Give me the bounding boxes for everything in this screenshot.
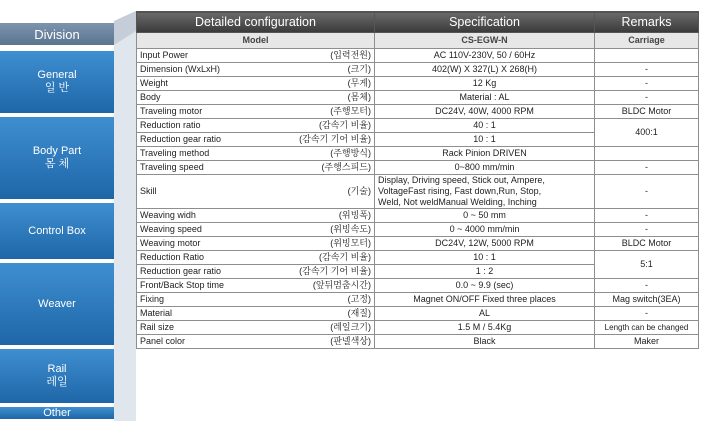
- model-remarks: Carriage: [595, 33, 699, 49]
- row-remarks: [595, 49, 699, 63]
- row-item: Front/Back Stop time (앞뒤멈춤시간): [137, 279, 375, 293]
- row-remarks: -: [595, 161, 699, 175]
- model-label: Model: [137, 33, 375, 49]
- row-remarks: -: [595, 279, 699, 293]
- row-spec: Black: [375, 335, 595, 349]
- row-item: Weaving speed (위빙속도): [137, 223, 375, 237]
- row-remarks: -: [595, 209, 699, 223]
- row-remarks: BLDC Motor: [595, 237, 699, 251]
- skill-line: VoltageFast rising, Fast down,Run, Stop,: [378, 186, 542, 196]
- row-spec-skill: [375, 175, 595, 209]
- row-remarks: Maker: [595, 335, 699, 349]
- row-item: Reduction gear ratio (감속기 기어 비율): [137, 133, 375, 147]
- row-remarks: Length can be changed: [595, 321, 699, 335]
- row-item: Weaving widh (위빙폭): [137, 209, 375, 223]
- row-remarks: -: [595, 63, 699, 77]
- row-spec: DC24V, 12W, 5000 RPM: [375, 237, 595, 251]
- row-remarks: -: [595, 91, 699, 105]
- row-remarks: -: [595, 307, 699, 321]
- row-spec: 0 ~ 50 mm: [375, 209, 595, 223]
- row-remarks: 400:1: [595, 119, 699, 147]
- row-spec: 10 : 1: [375, 133, 595, 147]
- row-item: Reduction gear ratio (감속기 기어 비율): [137, 265, 375, 279]
- table-row: [137, 223, 699, 237]
- row-spec: 1 : 2: [375, 265, 595, 279]
- header-config: Detailed configuration: [137, 12, 375, 33]
- category-weaver: Weaver: [0, 261, 114, 345]
- table-row: [137, 91, 699, 105]
- category-control-box: Control Box: [0, 201, 114, 259]
- connector-strip: [114, 11, 136, 421]
- row-item: Traveling method (주행방식): [137, 147, 375, 161]
- row-item: Reduction ratio (감속기 비율): [137, 119, 375, 133]
- row-spec: DC24V, 40W, 4000 RPM: [375, 105, 595, 119]
- table-header-row: [137, 12, 699, 33]
- category-other: Other: [0, 405, 114, 419]
- row-spec: AC 110V-230V, 50 / 60Hz: [375, 49, 595, 63]
- row-spec: 0~800 mm/min: [375, 161, 595, 175]
- row-remarks: [595, 147, 699, 161]
- division-header: Division: [0, 21, 114, 45]
- row-spec: Magnet ON/OFF Fixed three places: [375, 293, 595, 307]
- table-row: [137, 307, 699, 321]
- table-row: [137, 119, 699, 133]
- row-item: Material (재질): [137, 307, 375, 321]
- table-row: [137, 209, 699, 223]
- table-row: [137, 335, 699, 349]
- table-row: [137, 63, 699, 77]
- row-item: Panel color (판넬색상): [137, 335, 375, 349]
- header-remarks: Remarks: [595, 12, 699, 33]
- table-row: [137, 293, 699, 307]
- row-item: Traveling speed (주행스피드): [137, 161, 375, 175]
- table-row: [137, 105, 699, 119]
- row-spec: Rack Pinion DRIVEN: [375, 147, 595, 161]
- table-row: [137, 237, 699, 251]
- row-spec: 40 : 1: [375, 119, 595, 133]
- table-row: [137, 321, 699, 335]
- row-item: Input Power (입력전원): [137, 49, 375, 63]
- table-row: [137, 175, 699, 209]
- row-remarks: BLDC Motor: [595, 105, 699, 119]
- table-row: [137, 147, 699, 161]
- skill-line: Weld, Not weldManual Welding, Inching: [378, 197, 537, 207]
- row-item: Traveling motor (주행모터): [137, 105, 375, 119]
- row-spec: 12 Kg: [375, 77, 595, 91]
- row-spec: 0.0 ~ 9.9 (sec): [375, 279, 595, 293]
- row-remarks: Mag switch(3EA): [595, 293, 699, 307]
- row-spec: AL: [375, 307, 595, 321]
- row-remarks: -: [595, 77, 699, 91]
- skill-line: Display, Driving speed, Stick out, Ampere,: [378, 175, 545, 185]
- table-row: [137, 251, 699, 265]
- category-general: General 일 반: [0, 49, 114, 113]
- header-spec: Specification: [375, 12, 595, 33]
- table-row: [137, 279, 699, 293]
- row-item: Fixing (고정): [137, 293, 375, 307]
- row-spec: 0 ~ 4000 mm/min: [375, 223, 595, 237]
- category-rail: Rail 레일: [0, 347, 114, 403]
- table-row: [137, 77, 699, 91]
- row-spec: 10 : 1: [375, 251, 595, 265]
- row-item: Dimension (WxLxH) (크기): [137, 63, 375, 77]
- row-item: Weight (무게): [137, 77, 375, 91]
- category-body-part: Body Part 몸 체: [0, 115, 114, 199]
- row-spec: Material : AL: [375, 91, 595, 105]
- model-row: [137, 33, 699, 49]
- row-remarks: 5:1: [595, 251, 699, 279]
- row-remarks: -: [595, 223, 699, 237]
- table-row: [137, 161, 699, 175]
- row-item: Rail size (레일크기): [137, 321, 375, 335]
- row-item: Reduction Ratio (감속기 비율): [137, 251, 375, 265]
- row-spec: 1.5 M / 5.4Kg: [375, 321, 595, 335]
- row-item: Body (몸체): [137, 91, 375, 105]
- row-item: Skill (기술): [137, 175, 375, 209]
- table-row: [137, 49, 699, 63]
- spec-table: [136, 11, 699, 349]
- row-item: Weaving motor (위빙모터): [137, 237, 375, 251]
- row-spec: 402(W) X 327(L) X 268(H): [375, 63, 595, 77]
- model-spec: CS-EGW-N: [375, 33, 595, 49]
- row-remarks: -: [595, 175, 699, 209]
